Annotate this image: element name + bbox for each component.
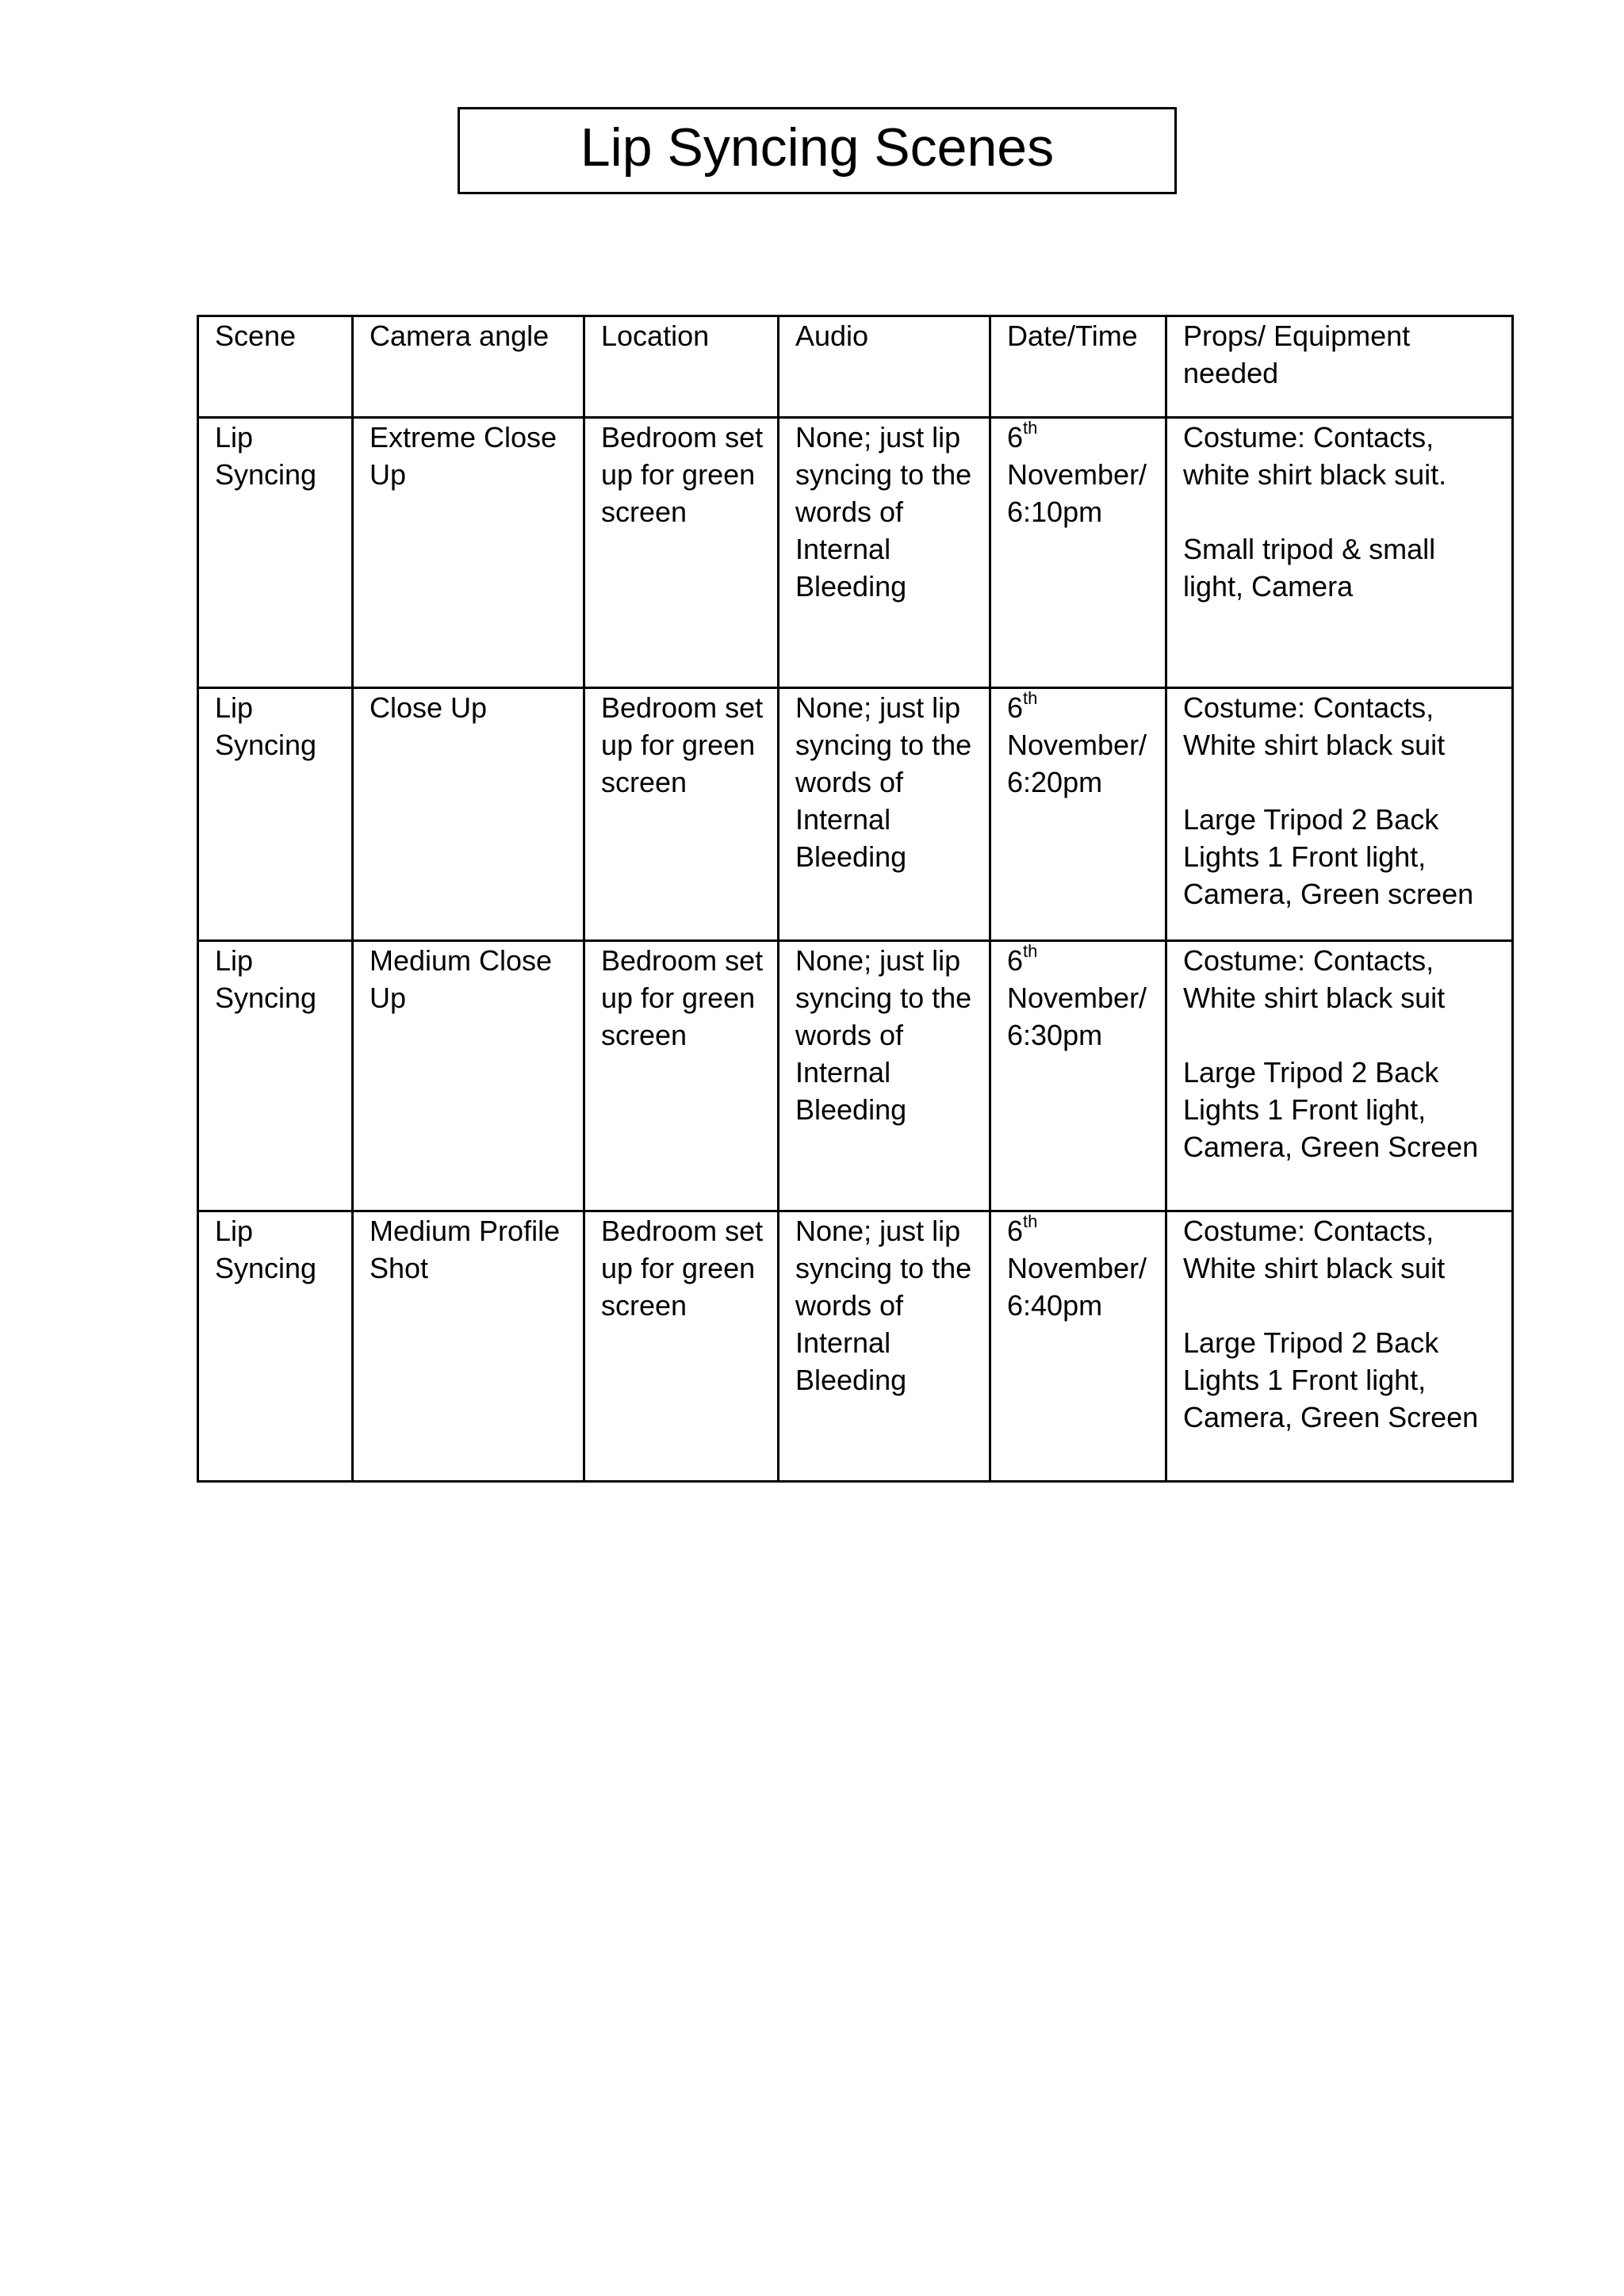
props-costume: Costume: Contacts, White shirt black suit: [1183, 691, 1446, 761]
header-date-time: Date/Time: [990, 316, 1166, 418]
cell-audio: None; just lip syncing to the words of Internal Bleeding: [779, 941, 990, 1211]
cell-location: Bedroom set up for green screen: [584, 418, 779, 688]
header-audio: Audio: [779, 316, 990, 418]
cell-scene: Lip Syncing: [198, 688, 353, 941]
table-row: [198, 418, 1513, 688]
cell-camera-angle: Close Up: [353, 688, 584, 941]
date-suffix: th: [1023, 418, 1038, 438]
props-costume: Costume: Contacts, White shirt black suit: [1183, 944, 1446, 1014]
date-day: 6: [1007, 421, 1024, 453]
props-equipment: Large Tripod 2 Back Lights 1 Front light, Camera, Green screen: [1183, 803, 1474, 910]
table-header-row: [198, 316, 1513, 418]
date-rest: November/ 6:40pm: [1007, 1252, 1147, 1322]
cell-date-time: [990, 1211, 1166, 1482]
title-box: [458, 107, 1177, 194]
props-equipment: Large Tripod 2 Back Lights 1 Front light, Camera, Green Screen: [1183, 1056, 1479, 1163]
cell-camera-angle: Medium Close Up: [353, 941, 584, 1211]
cell-props: [1166, 688, 1513, 941]
cell-location: Bedroom set up for green screen: [584, 1211, 779, 1482]
cell-camera-angle: Extreme Close Up: [353, 418, 584, 688]
header-camera-angle: Camera angle: [353, 316, 584, 418]
cell-audio: None; just lip syncing to the words of Internal Bleeding: [779, 418, 990, 688]
cell-date-time: [990, 688, 1166, 941]
date-rest: November/ 6:20pm: [1007, 729, 1147, 798]
props-equipment: Small tripod & small light, Camera: [1183, 533, 1436, 603]
header-location: Location: [584, 316, 779, 418]
date-day: 6: [1007, 944, 1024, 977]
props-costume: Costume: Contacts, white shirt black suit.: [1183, 421, 1447, 491]
cell-location: Bedroom set up for green screen: [584, 941, 779, 1211]
cell-props: [1166, 418, 1513, 688]
date-rest: November/ 6:30pm: [1007, 982, 1147, 1051]
table-row: [198, 1211, 1513, 1482]
cell-scene: Lip Syncing: [198, 1211, 353, 1482]
cell-date-time: [990, 418, 1166, 688]
date-suffix: th: [1023, 941, 1038, 961]
date-rest: November/ 6:10pm: [1007, 458, 1147, 528]
date-suffix: th: [1023, 688, 1038, 708]
cell-scene: Lip Syncing: [198, 418, 353, 688]
cell-location: Bedroom set up for green screen: [584, 688, 779, 941]
props-costume: Costume: Contacts, White shirt black suit: [1183, 1215, 1446, 1284]
header-scene: Scene: [198, 316, 353, 418]
cell-scene: Lip Syncing: [198, 941, 353, 1211]
date-suffix: th: [1023, 1211, 1038, 1231]
scene-schedule-table: [197, 315, 1514, 1483]
cell-camera-angle: Medium Profile Shot: [353, 1211, 584, 1482]
date-day: 6: [1007, 1215, 1024, 1247]
table-row: [198, 941, 1513, 1211]
cell-audio: None; just lip syncing to the words of Internal Bleeding: [779, 688, 990, 941]
cell-props: [1166, 1211, 1513, 1482]
props-equipment: Large Tripod 2 Back Lights 1 Front light, Camera, Green Screen: [1183, 1326, 1479, 1433]
date-day: 6: [1007, 691, 1024, 724]
cell-audio: None; just lip syncing to the words of Internal Bleeding: [779, 1211, 990, 1482]
cell-props: [1166, 941, 1513, 1211]
cell-date-time: [990, 941, 1166, 1211]
table-row: [198, 688, 1513, 941]
header-props: Props/ Equipment needed: [1166, 316, 1513, 418]
page-title: Lip Syncing Scenes: [580, 117, 1055, 178]
